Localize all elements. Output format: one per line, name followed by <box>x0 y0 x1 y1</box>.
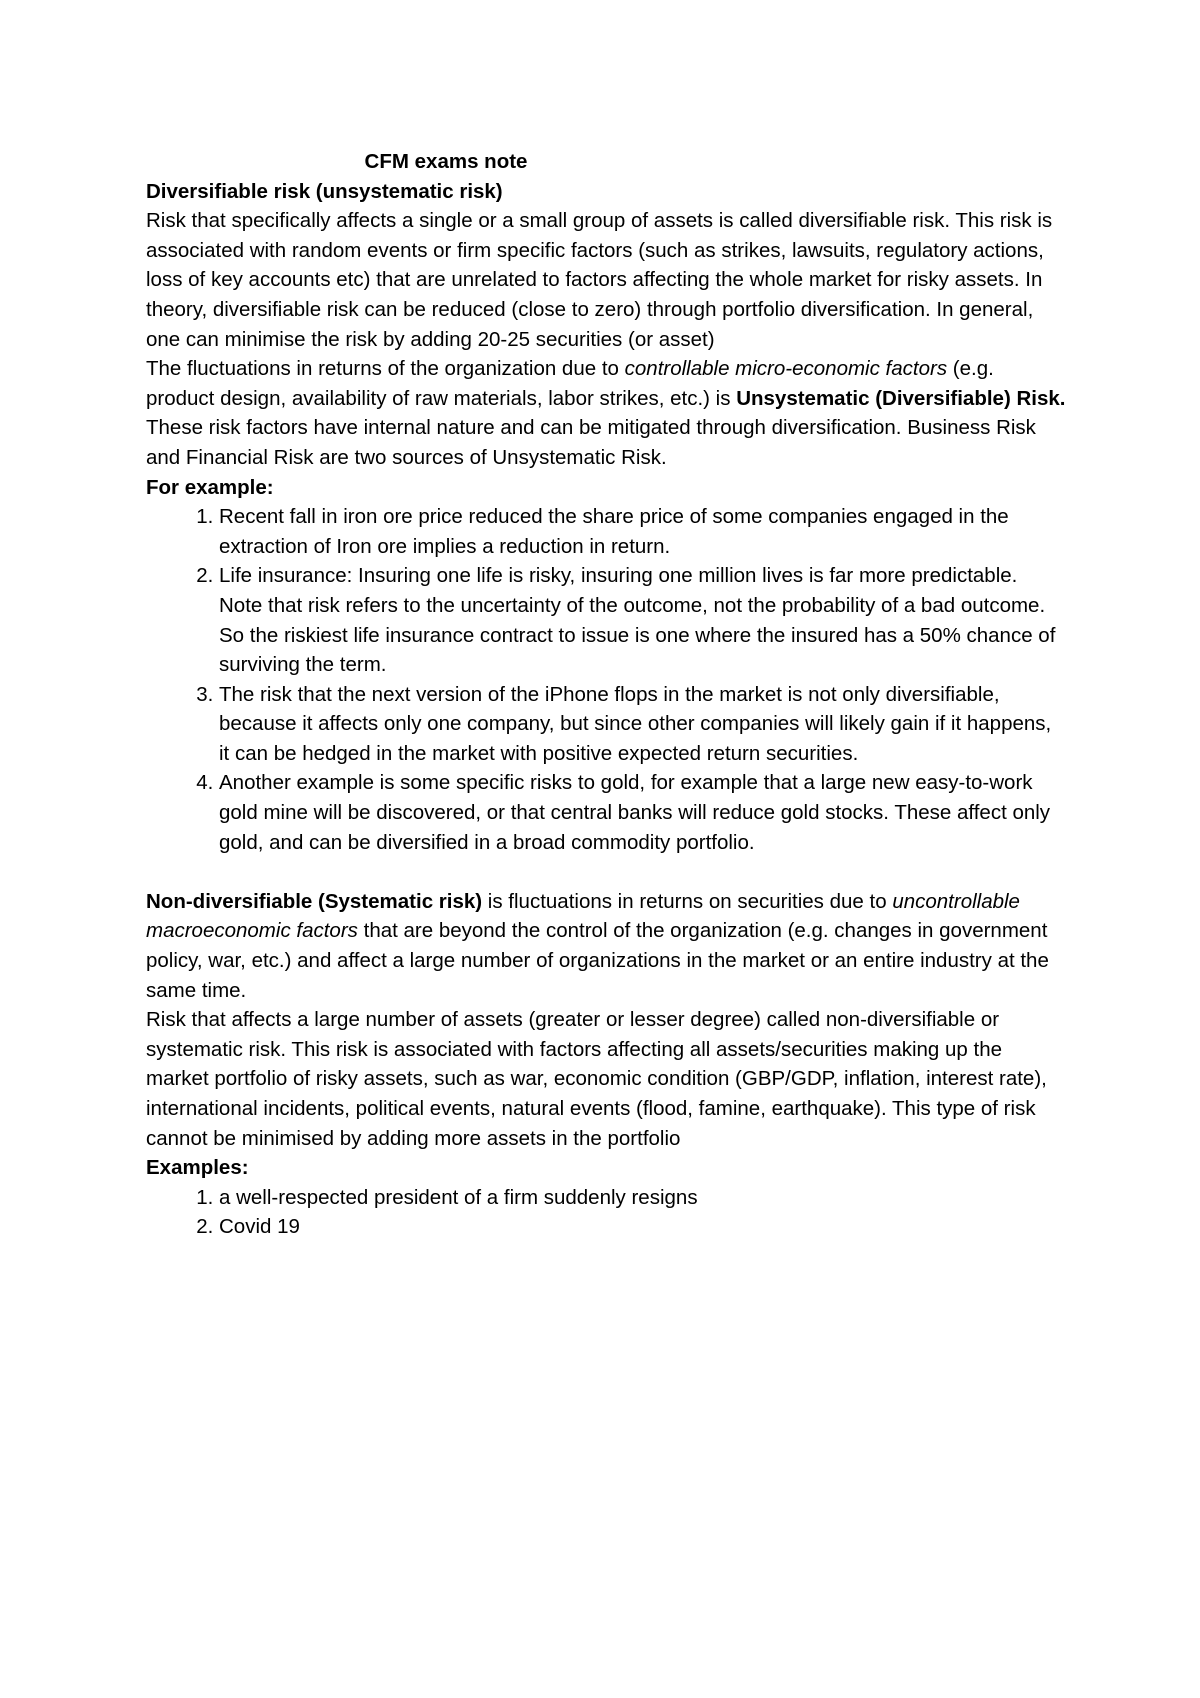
text-run: (e.g. product design, availability of raw materials, labor strikes, etc.) is <box>146 357 994 410</box>
text-run: These risk factors have internal nature and can be mitigated through diversification. Business Risk and Financial Risk are two sources of Unsystematic Risk. <box>146 416 1036 469</box>
list-item: 4. Another example is some specific risks to gold, for example that a large new easy-to-work gold mine will be discovered, or that central banks will reduce gold stocks. These affect only gold, and can be diversified in a broad commodity portfolio. <box>219 768 1066 857</box>
text-run: that are beyond the control of the organization (e.g. changes in government policy, war, etc.) and affect a large number of organizations in the market or an entire industry at the same time. <box>146 919 1049 1002</box>
nondiversifiable-definition-paragraph: Risk that affects a large number of assets (greater or lesser degree) called non-diversifiable or systematic risk. This risk is associated with factors affecting all assets/securities making up the market portfolio of risky assets, such as war, economic condition (GBP/GDP, inflation, interest rate), international incidents, political events, natural events (flood, famine, earthquake). This type of risk cannot be minimised by adding more assets in the portfolio <box>146 1008 1047 1150</box>
diversifiable-definition-paragraph: Risk that specifically affects a single or a small group of assets is called diversifiable risk. This risk is associated with random events or firm specific factors (such as strikes, lawsuits, regulatory actions, loss of key accounts etc) that are unrelated to factors affecting the whole market for risky assets. In theory, diversifiable risk can be reduced (close to zero) through portfolio diversification. In general, one can minimise the risk by adding 20-25 securities (or asset) <box>146 209 1053 351</box>
list-item: 1. Recent fall in iron ore price reduced the share price of some companies engaged in the extraction of Iron ore implies a reduction in return. <box>219 502 1066 561</box>
bold-term: Unsystematic (Diversifiable) Risk. <box>736 386 1066 410</box>
examples-label: Examples: <box>146 1156 249 1180</box>
document-title: CFM exams note <box>364 150 528 173</box>
bold-term: Non-diversifiable (Systematic risk) <box>146 889 483 913</box>
diversifiable-examples-list <box>146 502 1066 857</box>
text-run: The fluctuations in returns of the organization due to <box>146 357 625 381</box>
paragraph-spacer <box>146 857 1066 887</box>
section-heading-diversifiable: Diversifiable risk (unsystematic risk) <box>146 179 503 203</box>
list-item: 1. a well-respected president of a firm suddenly resigns <box>219 1183 1066 1213</box>
list-item: 2. Covid 19 <box>219 1212 1066 1242</box>
italic-term: controllable micro-economic factors <box>624 357 948 381</box>
italic-term: uncontrollable macroeconomic factors <box>146 889 1020 943</box>
systematic-examples-list <box>146 1183 1066 1242</box>
document-body <box>146 147 1066 1242</box>
unsystematic-risk-paragraph <box>146 354 1066 472</box>
list-item: 2. Life insurance: Insuring one life is risky, insuring one million lives is far more predictable. Note that risk refers to the uncertainty of the outcome, not the probability of a bad outcome. So the riskiest life insurance contract to issue is one where the insured has a 50% chance of surviving the term. <box>219 561 1066 679</box>
systematic-risk-paragraph <box>146 887 1066 1005</box>
text-run: is fluctuations in returns on securities due to <box>482 889 893 913</box>
list-item: 3. The risk that the next version of the iPhone flops in the market is not only diversifiable, because it affects only one company, but since other companies will likely gain if it happens, it can be hedged in the market with positive expected return securities. <box>219 680 1066 769</box>
examples-label: For example: <box>146 475 274 499</box>
